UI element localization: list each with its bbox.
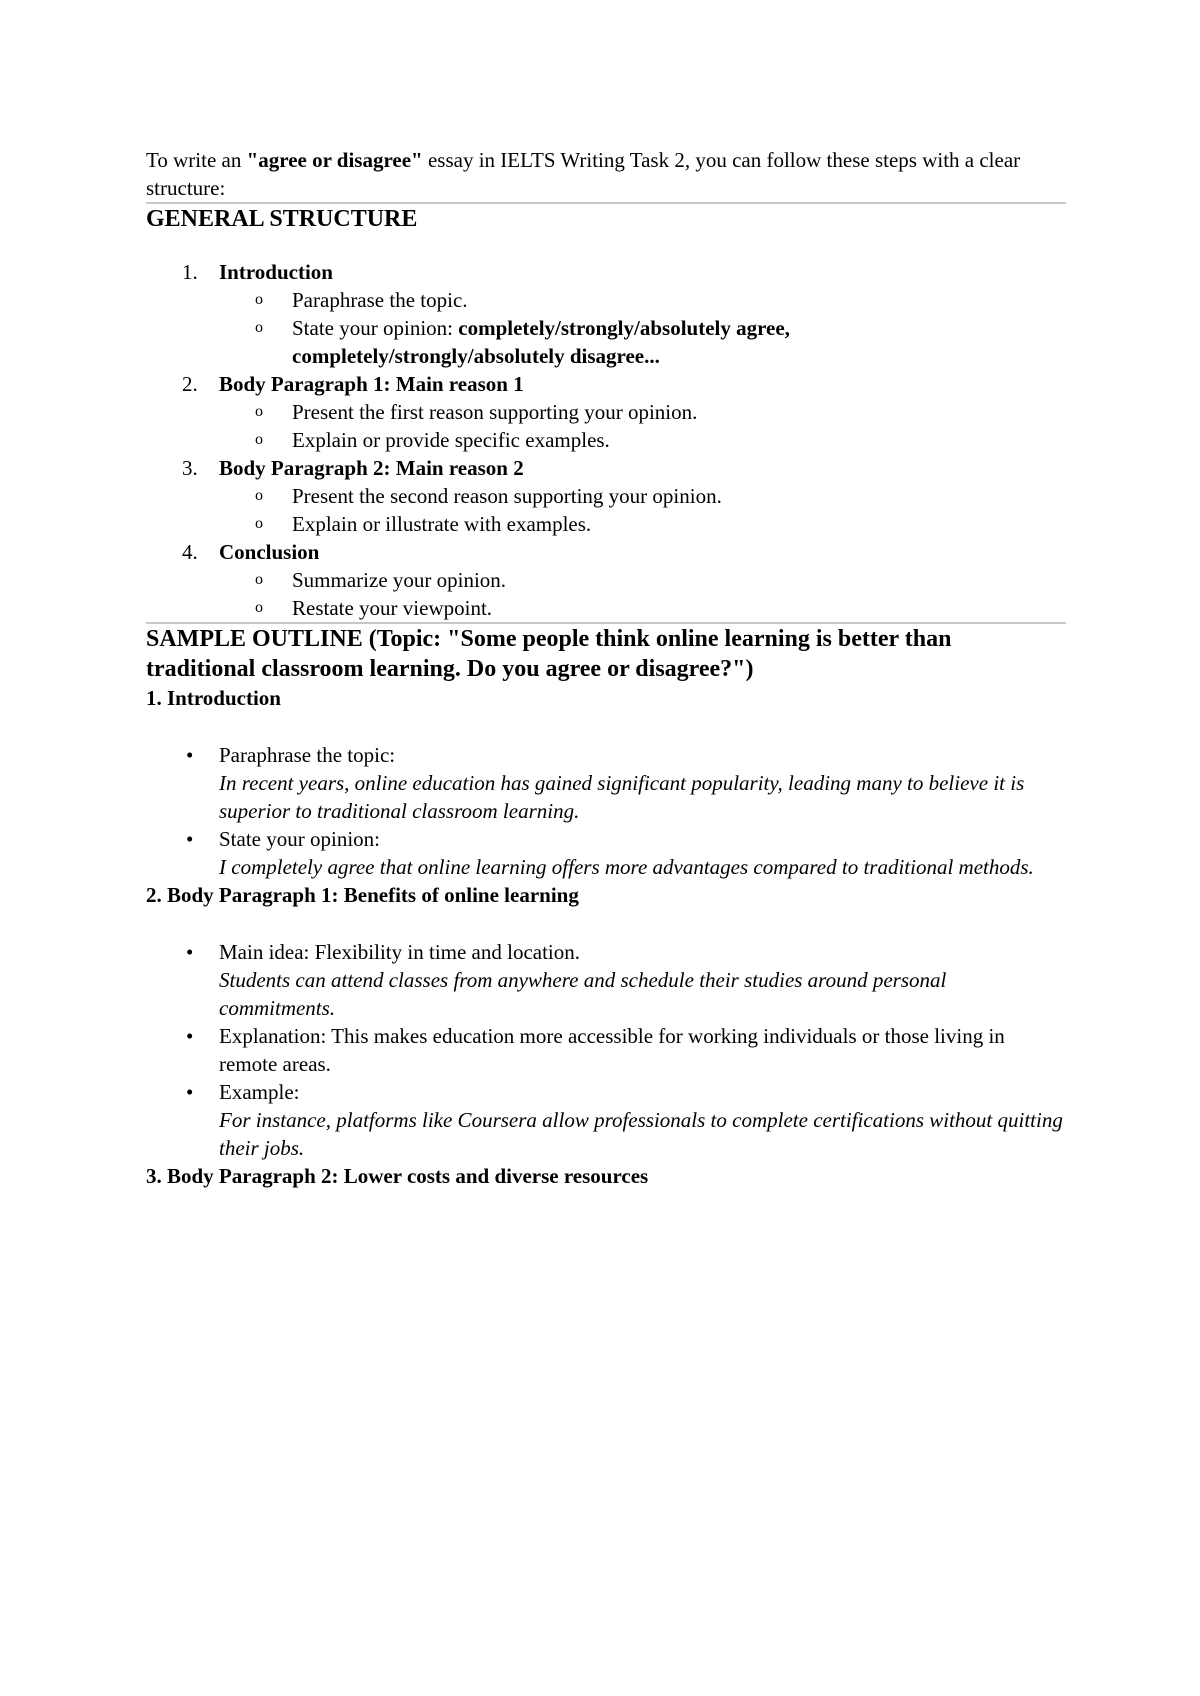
list-item-example: Students can attend classes from anywhere and schedule their studies around personal commitments.	[219, 968, 947, 1020]
bullet-icon: •	[186, 743, 194, 767]
list-item-example: For instance, platforms like Coursera allow professionals to complete certifications without quitting their jobs.	[219, 1108, 1063, 1160]
sub-item	[219, 426, 1066, 454]
circle-bullet-icon: o	[255, 515, 263, 532]
sub-list	[219, 566, 1066, 622]
item-title: Body Paragraph 1: Main reason 1	[219, 372, 524, 396]
intro-bold: "agree or disagree"	[246, 148, 423, 172]
circle-bullet-icon: o	[255, 319, 263, 336]
item-number: 4.	[182, 540, 198, 564]
section-title: 1. Introduction	[146, 686, 281, 710]
list-item	[146, 938, 1066, 1022]
bullet-icon: •	[186, 1024, 194, 1048]
circle-bullet-icon: o	[255, 599, 263, 616]
sub-list	[219, 398, 1066, 454]
bullet-icon: •	[186, 1080, 194, 1104]
list-item-text: Explanation: This makes education more accessible for working individuals or those living in remote areas.	[219, 1024, 1005, 1076]
list-item	[146, 1078, 1066, 1162]
list-item	[146, 741, 1066, 825]
sub-item-text: Restate your viewpoint.	[292, 596, 493, 620]
sub-item-text: State your opinion:	[292, 316, 459, 340]
sub-item-text: Explain or illustrate with examples.	[292, 512, 592, 536]
general-structure-list	[146, 258, 1066, 622]
sub-item-text: Summarize your opinion.	[292, 568, 507, 592]
item-number: 2.	[182, 372, 198, 396]
list-item	[146, 1022, 1066, 1078]
sub-item	[219, 398, 1066, 426]
bullet-icon: •	[186, 827, 194, 851]
sub-item-text: Paraphrase the topic.	[292, 288, 468, 312]
intro-prefix: To write an	[146, 148, 247, 172]
bullet-icon: •	[186, 940, 194, 964]
sub-item-text: Present the second reason supporting your opinion.	[292, 484, 722, 508]
sub-item-text: Present the first reason supporting your opinion.	[292, 400, 698, 424]
sub-item	[219, 286, 1066, 314]
structure-item	[146, 258, 1066, 370]
sample-outline-heading: SAMPLE OUTLINE (Topic: "Some people think online learning is better than traditional classroom learning. Do you agree or disagree?")	[146, 626, 952, 682]
item-title: Conclusion	[219, 540, 320, 564]
list-item-text: Main idea: Flexibility in time and location.	[219, 940, 581, 964]
list-item-text: State your opinion:	[219, 827, 380, 851]
list-item-example: I completely agree that online learning offers more advantages compared to traditional methods.	[219, 855, 1034, 879]
list-item	[146, 825, 1066, 881]
document-page	[146, 146, 1066, 1190]
section-title: 2. Body Paragraph 1: Benefits of online learning	[146, 883, 579, 907]
circle-bullet-icon: o	[255, 403, 263, 420]
item-title: Body Paragraph 2: Main reason 2	[219, 456, 524, 480]
list-item-text: Example:	[219, 1080, 300, 1104]
circle-bullet-icon: o	[255, 291, 263, 308]
structure-item	[146, 538, 1066, 622]
circle-bullet-icon: o	[255, 487, 263, 504]
sub-item-text: Explain or provide specific examples.	[292, 428, 610, 452]
general-structure-heading: GENERAL STRUCTURE	[146, 206, 418, 232]
sub-item	[219, 566, 1066, 594]
sub-list	[219, 482, 1066, 538]
bullet-list	[146, 741, 1066, 881]
sub-item	[219, 594, 1066, 622]
item-number: 1.	[182, 260, 198, 284]
circle-bullet-icon: o	[255, 571, 263, 588]
sub-list	[219, 286, 1066, 370]
item-title: Introduction	[219, 260, 333, 284]
intro-paragraph	[146, 146, 1066, 202]
list-item-text: Paraphrase the topic:	[219, 743, 396, 767]
list-item-example: In recent years, online education has gained significant popularity, leading many to believe it is superior to traditional classroom learning.	[219, 771, 1025, 823]
intro-suffix: essay in IELTS Writing Task 2, you can follow these steps with a clear structure:	[146, 148, 1021, 200]
circle-bullet-icon: o	[255, 431, 263, 448]
sub-item-bold: completely/strongly/absolutely agree, completely/strongly/absolutely disagree...	[292, 316, 790, 368]
item-number: 3.	[182, 456, 198, 480]
sub-item	[219, 482, 1066, 510]
structure-item	[146, 370, 1066, 454]
structure-item	[146, 454, 1066, 538]
bullet-list	[146, 938, 1066, 1162]
sub-item	[219, 314, 1066, 370]
section-title: 3. Body Paragraph 2: Lower costs and diverse resources	[146, 1164, 649, 1188]
sub-item	[219, 510, 1066, 538]
